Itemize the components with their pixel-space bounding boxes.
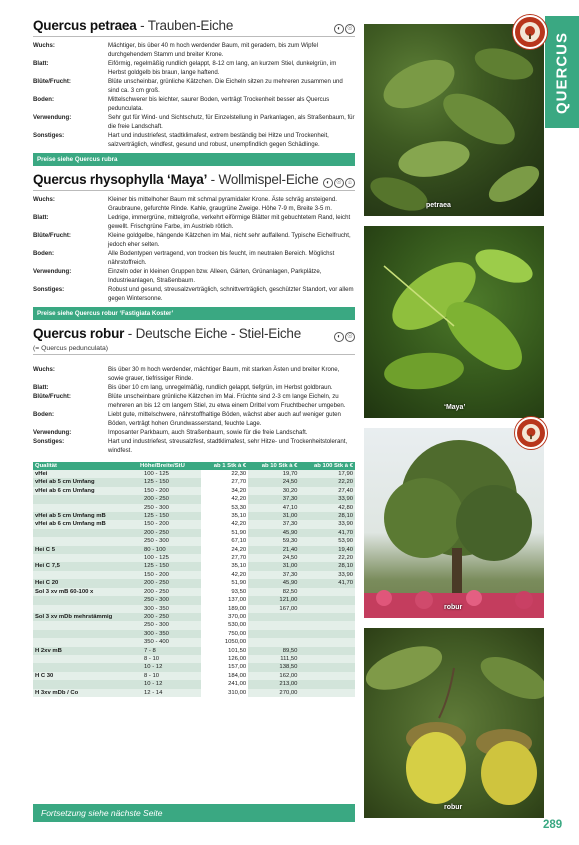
quality-cell: Hei C 5 xyxy=(33,546,138,554)
price-10-cell: 30,20 xyxy=(248,487,299,495)
species-title xyxy=(33,326,301,341)
price-10-cell: 47,10 xyxy=(248,504,299,512)
size-cell: 8 - 10 xyxy=(138,655,201,663)
symbol-icons xyxy=(334,332,355,342)
attr-value: Sehr gut für Wind- und Sichtschutz, für Einzelstellung in Parkanlagen, als Straßenbaum, für die freie Landschaft. xyxy=(108,114,355,130)
latin-name: Quercus petraea xyxy=(33,18,137,33)
col-header-price-1: ab 1 Stk à € xyxy=(201,462,248,470)
price-100-cell xyxy=(299,655,355,663)
price-10-cell: 270,00 xyxy=(248,689,299,697)
attr-value: Robust und gesund, streusalzverträglich, schnittverträglich, geschützter Standort, vor allem gegen Wintersonne. xyxy=(108,286,354,302)
quality-cell xyxy=(33,655,138,663)
size-cell: 80 - 100 xyxy=(138,546,201,554)
table-row xyxy=(33,546,355,554)
size-cell: 350 - 400 xyxy=(138,638,201,646)
attribute-list xyxy=(33,41,355,149)
price-100-cell: 41,70 xyxy=(299,579,355,587)
price-100-cell: 22,20 xyxy=(299,478,355,486)
size-cell: 125 - 150 xyxy=(138,562,201,570)
photo-petraea xyxy=(364,24,544,216)
section-tab-label xyxy=(548,23,576,123)
quality-cell: vHei ab 5 cm Umfang xyxy=(33,478,138,486)
table-row xyxy=(33,520,355,528)
quality-cell xyxy=(33,605,138,613)
price-100-cell: 33,90 xyxy=(299,520,355,528)
synonym: (= Quercus pedunculata) xyxy=(33,345,355,355)
attr-value: Hart und industriefest, streusalzfest, stadtklimafest, sehr Hitze- und Trockenheitstolerant, windfest. xyxy=(108,438,348,454)
quality-seal-icon xyxy=(513,15,547,49)
species-title xyxy=(33,172,319,187)
price-100-cell: 22,20 xyxy=(299,554,355,562)
price-1-cell: 189,00 xyxy=(201,605,248,613)
size-cell: 200 - 250 xyxy=(138,495,201,503)
half-sun-icon: ◐ xyxy=(334,24,344,34)
attr-key: Wuchs: xyxy=(33,196,55,203)
acorns-photo xyxy=(364,628,544,818)
price-10-cell: 167,00 xyxy=(248,605,299,613)
attr-value: Imposanter Parkbaum, auch Straßenbaum, sowie für die freie Landschaft. xyxy=(108,429,308,436)
table-row xyxy=(33,478,355,486)
table-row xyxy=(33,588,355,596)
price-10-cell: 24,50 xyxy=(248,478,299,486)
size-cell: 250 - 300 xyxy=(138,537,201,545)
table-row xyxy=(33,689,355,697)
size-cell: 125 - 150 xyxy=(138,512,201,520)
price-100-cell xyxy=(299,630,355,638)
price-10-cell: 121,00 xyxy=(248,596,299,604)
size-cell: 10 - 12 xyxy=(138,663,201,671)
size-cell: 7 - 8 xyxy=(138,647,201,655)
price-1-cell: 1050,00 xyxy=(201,638,248,646)
table-row xyxy=(33,680,355,688)
price-1-cell: 42,20 xyxy=(201,495,248,503)
photo-caption: petraea xyxy=(426,202,451,209)
table-row xyxy=(33,672,355,680)
attr-value: Hart und industriefest, stadtklimafest, extrem beständig bei Hitze und Trockenheit, salzverträglich, windfest, gesund und robust, unempfindlich gegen Schädlinge. xyxy=(108,132,329,148)
size-cell: 8 - 10 xyxy=(138,672,201,680)
size-cell: 200 - 250 xyxy=(138,579,201,587)
table-row xyxy=(33,529,355,537)
table-row xyxy=(33,605,355,613)
price-10-cell: 89,50 xyxy=(248,647,299,655)
price-1-cell: 184,00 xyxy=(201,672,248,680)
attr-value: Bis über 10 cm lang, unregelmäßig, rundlich gelappt, tiefgrün, im Herbst goldbraun. xyxy=(108,384,333,391)
attr-value: Blüte unscheinbar, grünliche Kätzchen. Die Eicheln sitzen zu mehreren zusammen und sind ca. 3 cm groß. xyxy=(108,78,343,94)
attr-value: Mächtiger, bis über 40 m hoch werdender Baum, mit geradem, bis zum Wipfel durchgehendem Stamm und breiter Krone. xyxy=(108,42,318,58)
price-1-cell: 22,30 xyxy=(201,470,248,478)
table-row xyxy=(33,621,355,629)
size-cell: 150 - 200 xyxy=(138,571,201,579)
quality-cell xyxy=(33,621,138,629)
attr-key: Blatt: xyxy=(33,384,49,391)
species-header xyxy=(33,172,355,191)
table-row xyxy=(33,638,355,646)
photo-caption: robur xyxy=(444,804,463,811)
price-10-cell: 37,30 xyxy=(248,520,299,528)
quality-cell xyxy=(33,504,138,512)
species-petraea xyxy=(33,18,355,166)
continuation-bar: Fortsetzung siehe nächste Seite xyxy=(33,804,355,822)
size-cell: 200 - 250 xyxy=(138,588,201,596)
common-name: - Wollmispel-Eiche xyxy=(207,172,319,187)
attr-key: Boden: xyxy=(33,411,54,418)
quality-cell xyxy=(33,638,138,646)
size-cell: 125 - 150 xyxy=(138,478,201,486)
attr-key: Wuchs: xyxy=(33,366,55,373)
attr-value: Liebt gute, mittelschwere, nährstoffhaltige Böden, wächst aber auch auf weniger guten Böden, verträgt hohen Grundwasserstand, feuchte Lage. xyxy=(108,411,341,427)
price-100-cell: 33,90 xyxy=(299,495,355,503)
maya-leaves-photo xyxy=(364,226,544,418)
price-10-cell xyxy=(248,621,299,629)
size-cell: 100 - 125 xyxy=(138,554,201,562)
attribute-list xyxy=(33,365,355,455)
price-10-cell: 37,30 xyxy=(248,495,299,503)
size-cell: 150 - 200 xyxy=(138,520,201,528)
table-row xyxy=(33,562,355,570)
attr-key: Sonstiges: xyxy=(33,286,65,293)
price-10-cell: 138,50 xyxy=(248,663,299,671)
quality-cell: vHei ab 5 cm Umfang mB xyxy=(33,512,138,520)
price-100-cell: 28,10 xyxy=(299,512,355,520)
page-number: 289 xyxy=(543,819,563,831)
price-10-cell xyxy=(248,630,299,638)
species-title xyxy=(33,18,233,33)
price-1-cell: 27,70 xyxy=(201,478,248,486)
price-10-cell: 162,00 xyxy=(248,672,299,680)
col-header-quality: Qualität xyxy=(33,462,138,470)
size-cell: 300 - 350 xyxy=(138,605,201,613)
photo-caption: robur xyxy=(444,604,463,611)
size-cell: 300 - 350 xyxy=(138,630,201,638)
section-tab-text: QUERCUS xyxy=(553,31,571,115)
attr-key: Blatt: xyxy=(33,214,49,221)
half-sun-icon: ◐ xyxy=(323,178,333,188)
price-table-body xyxy=(33,470,355,697)
table-row xyxy=(33,495,355,503)
table-row xyxy=(33,647,355,655)
attr-value: Bis über 30 m hoch werdender, mächtiger Baum, mit starken Ästen und breiter Krone, sowie grauer, tiefrissiger Rinde. xyxy=(108,366,340,382)
table-row xyxy=(33,630,355,638)
price-100-cell xyxy=(299,672,355,680)
photo-caption: ‘Maya’ xyxy=(444,404,466,411)
symbol-icons xyxy=(323,178,355,188)
price-100-cell xyxy=(299,605,355,613)
attr-key: Boden: xyxy=(33,250,54,257)
quality-cell xyxy=(33,630,138,638)
quality-cell xyxy=(33,554,138,562)
table-row xyxy=(33,571,355,579)
price-1-cell: 42,20 xyxy=(201,571,248,579)
attr-value: Kleine goldgelbe, hängende Kätzchen im Mai, nicht sehr auffallend. Typische Eichelfrucht, jedoch eher selten. xyxy=(108,232,351,248)
quality-cell: vHei xyxy=(33,470,138,478)
price-1-cell: 34,20 xyxy=(201,487,248,495)
quality-cell xyxy=(33,571,138,579)
price-10-cell: 111,50 xyxy=(248,655,299,663)
table-row xyxy=(33,470,355,478)
attr-key: Verwendung: xyxy=(33,429,72,436)
price-10-cell: 24,50 xyxy=(248,554,299,562)
table-row xyxy=(33,655,355,663)
price-1-cell: 750,00 xyxy=(201,630,248,638)
common-name: - Trauben-Eiche xyxy=(136,18,234,33)
attr-value: Ledrige, immergrüne, mittelgroße, verkehrt eiförmige Blätter mit gebuchtetem Rand, leicht gewellt. Frischgrüne Farbe, im Austrieb rötlich. xyxy=(108,214,351,230)
common-name: - Deutsche Eiche - Stiel-Eiche xyxy=(124,326,302,341)
quality-cell: Sol 3 xv mDb mehrstämmig xyxy=(33,613,138,621)
price-100-cell xyxy=(299,680,355,688)
sun-icon: ☉ xyxy=(345,24,355,34)
sun-icon: ☉ xyxy=(345,332,355,342)
price-100-cell: 17,90 xyxy=(299,470,355,478)
price-1-cell: 310,00 xyxy=(201,689,248,697)
price-100-cell: 42,80 xyxy=(299,504,355,512)
table-row xyxy=(33,487,355,495)
price-1-cell: 27,70 xyxy=(201,554,248,562)
table-row xyxy=(33,663,355,671)
species-maya xyxy=(33,172,355,320)
size-cell: 250 - 300 xyxy=(138,621,201,629)
quality-cell: Hei C 20 xyxy=(33,579,138,587)
price-note-bar: Preise siehe Quercus rubra xyxy=(33,153,355,166)
attr-key: Boden: xyxy=(33,96,54,103)
quality-cell xyxy=(33,529,138,537)
price-100-cell xyxy=(299,663,355,671)
half-sun-icon: ◐ xyxy=(334,332,344,342)
content-column xyxy=(33,18,355,697)
size-cell: 150 - 200 xyxy=(138,487,201,495)
size-cell: 10 - 12 xyxy=(138,680,201,688)
quality-cell xyxy=(33,663,138,671)
table-row xyxy=(33,537,355,545)
price-1-cell: 93,50 xyxy=(201,588,248,596)
price-10-cell: 45,90 xyxy=(248,529,299,537)
price-100-cell: 33,90 xyxy=(299,571,355,579)
attribute-list xyxy=(33,195,355,303)
size-cell: 200 - 250 xyxy=(138,529,201,537)
size-cell: 12 - 14 xyxy=(138,689,201,697)
price-100-cell xyxy=(299,596,355,604)
attr-key: Sonstiges: xyxy=(33,132,65,139)
price-1-cell: 370,00 xyxy=(201,613,248,621)
attr-key: Blüte/Frucht: xyxy=(33,232,71,239)
price-10-cell: 31,00 xyxy=(248,512,299,520)
price-100-cell xyxy=(299,647,355,655)
price-1-cell: 51,90 xyxy=(201,529,248,537)
price-100-cell xyxy=(299,689,355,697)
attr-value: Einzeln oder in kleinen Gruppen bzw. Alleen, Gärten, Grünanlagen, Parkplätze, Industrieanlagen, Straßenbaum. xyxy=(108,268,322,284)
price-10-cell: 45,90 xyxy=(248,579,299,587)
price-10-cell: 59,30 xyxy=(248,537,299,545)
attr-value: Mittelschwerer bis leichter, saurer Boden, verträgt Trockenheit besser als Quercus pedunculata. xyxy=(108,96,330,112)
latin-name: Quercus robur xyxy=(33,326,125,341)
price-table-header xyxy=(33,462,355,470)
price-10-cell: 37,30 xyxy=(248,571,299,579)
quality-cell xyxy=(33,537,138,545)
attr-value: Blüte unscheinbare grünliche Kätzchen im Mai. Früchte sind 2-3 cm lange Eicheln, zu mehreren an bis 12 cm langem Stiel, zu etwa einem Drittel vom Fruchtbecher umgeben. xyxy=(108,393,346,409)
price-1-cell: 530,00 xyxy=(201,621,248,629)
price-1-cell: 35,10 xyxy=(201,562,248,570)
price-note-bar: Preise siehe Quercus robur ‘Fastigiata Koster’ xyxy=(33,307,355,320)
price-10-cell: 19,70 xyxy=(248,470,299,478)
quality-cell: vHei ab 6 cm Umfang mB xyxy=(33,520,138,528)
table-row xyxy=(33,579,355,587)
price-100-cell: 27,40 xyxy=(299,487,355,495)
species-robur xyxy=(33,326,355,697)
price-1-cell: 42,20 xyxy=(201,520,248,528)
photo-robur-acorns xyxy=(364,628,544,818)
quality-cell: Hei C 7,5 xyxy=(33,562,138,570)
size-cell: 250 - 300 xyxy=(138,596,201,604)
attr-key: Blüte/Frucht: xyxy=(33,393,71,400)
table-row xyxy=(33,554,355,562)
price-1-cell: 126,00 xyxy=(201,655,248,663)
price-1-cell: 51,90 xyxy=(201,579,248,587)
symbol-icons xyxy=(334,24,355,34)
table-row xyxy=(33,504,355,512)
price-1-cell: 35,10 xyxy=(201,512,248,520)
price-1-cell: 101,50 xyxy=(201,647,248,655)
oak-leaves-photo xyxy=(364,24,544,216)
quality-cell xyxy=(33,596,138,604)
price-table xyxy=(33,462,355,697)
col-header-size: Höhe/Breite/StU xyxy=(138,462,201,470)
price-100-cell xyxy=(299,621,355,629)
price-10-cell xyxy=(248,613,299,621)
price-1-cell: 137,00 xyxy=(201,596,248,604)
attr-key: Blüte/Frucht: xyxy=(33,78,71,85)
size-cell: 100 - 125 xyxy=(138,470,201,478)
col-header-price-10: ab 10 Stk à € xyxy=(248,462,299,470)
quality-cell: H 3xv mDb / Co xyxy=(33,689,138,697)
price-10-cell: 21,40 xyxy=(248,546,299,554)
price-10-cell: 31,00 xyxy=(248,562,299,570)
price-100-cell: 41,70 xyxy=(299,529,355,537)
sun-icon: ☉ xyxy=(334,178,344,188)
price-10-cell: 213,00 xyxy=(248,680,299,688)
quality-cell: Sol 3 xv mB 60-100 x xyxy=(33,588,138,596)
quality-cell: vHei ab 6 cm Umfang xyxy=(33,487,138,495)
quality-cell: H 2xv mB xyxy=(33,647,138,655)
price-100-cell xyxy=(299,613,355,621)
attr-key: Verwendung: xyxy=(33,268,72,275)
price-10-cell xyxy=(248,638,299,646)
table-row xyxy=(33,613,355,621)
photo-maya xyxy=(364,226,544,418)
quality-seal-icon xyxy=(515,417,547,449)
evergreen-icon: ♧ xyxy=(345,178,355,188)
attr-key: Verwendung: xyxy=(33,114,72,121)
attr-value: Alle Bodentypen vertragend, von trocken bis feucht, im neutralen Bereich. Möglichst nährstoffreich. xyxy=(108,250,335,266)
quality-cell xyxy=(33,680,138,688)
price-100-cell: 19,40 xyxy=(299,546,355,554)
price-1-cell: 24,20 xyxy=(201,546,248,554)
price-100-cell: 53,90 xyxy=(299,537,355,545)
price-1-cell: 241,00 xyxy=(201,680,248,688)
oak-tree-photo xyxy=(364,428,544,618)
attr-value: Kleiner bis mittelhoher Baum mit schmal pyramidaler Krone. Äste schräg ansteigend. Graubraune, gefurchte Rinde. Kahle, graugrüne Zweige. Höhe 7-9 m, Breite 3-5 m. xyxy=(108,196,337,212)
price-1-cell: 157,00 xyxy=(201,663,248,671)
attr-value: Eiförmig, regelmäßig rundlich gelappt, 8-12 cm lang, an kurzem Stiel, dunkelgrün, im Herbst goldgelb bis braun, lange haftend. xyxy=(108,60,337,76)
size-cell: 200 - 250 xyxy=(138,613,201,621)
species-header xyxy=(33,326,355,344)
photo-robur-tree xyxy=(364,428,544,618)
col-header-price-100: ab 100 Stk à € xyxy=(299,462,355,470)
price-1-cell: 53,30 xyxy=(201,504,248,512)
quality-cell: H C 30 xyxy=(33,672,138,680)
attr-key: Blatt: xyxy=(33,60,49,67)
size-cell: 250 - 300 xyxy=(138,504,201,512)
species-header xyxy=(33,18,355,37)
quality-cell xyxy=(33,495,138,503)
attr-key: Sonstiges: xyxy=(33,438,65,445)
price-10-cell: 82,50 xyxy=(248,588,299,596)
price-100-cell xyxy=(299,588,355,596)
latin-name: Quercus rhysophylla ‘Maya’ xyxy=(33,172,208,187)
attr-key: Wuchs: xyxy=(33,42,55,49)
price-100-cell: 28,10 xyxy=(299,562,355,570)
table-row xyxy=(33,596,355,604)
price-1-cell: 67,10 xyxy=(201,537,248,545)
table-row xyxy=(33,512,355,520)
price-100-cell xyxy=(299,638,355,646)
